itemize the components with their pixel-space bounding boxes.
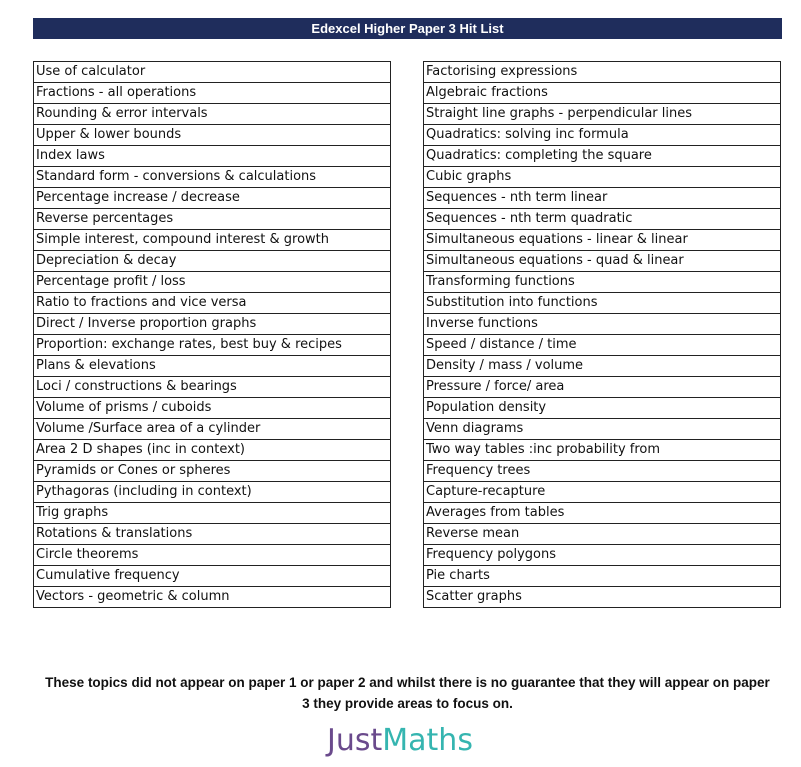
table-row bbox=[34, 503, 391, 524]
table-row bbox=[34, 356, 391, 377]
table-row bbox=[424, 293, 781, 314]
topic-cell: Factorising expressions bbox=[424, 62, 781, 83]
table-row bbox=[34, 146, 391, 167]
topic-cell: Volume of prisms / cuboids bbox=[34, 398, 391, 419]
footer-note-line-1: These topics did not appear on paper 1 or paper 2 and whilst there is no guarantee that they will appear on paper bbox=[45, 675, 770, 690]
table-row bbox=[34, 566, 391, 587]
topic-cell: Percentage increase / decrease bbox=[34, 188, 391, 209]
table-row bbox=[424, 587, 781, 608]
topic-cell: Depreciation & decay bbox=[34, 251, 391, 272]
table-row bbox=[34, 335, 391, 356]
table-row bbox=[424, 125, 781, 146]
topic-cell: Quadratics: solving inc formula bbox=[424, 125, 781, 146]
topic-cell: Circle theorems bbox=[34, 545, 391, 566]
table-row bbox=[34, 440, 391, 461]
topic-cell: Capture-recapture bbox=[424, 482, 781, 503]
table-row bbox=[424, 104, 781, 125]
table-row bbox=[34, 545, 391, 566]
table-row bbox=[424, 440, 781, 461]
topic-cell: Simultaneous equations - linear & linear bbox=[424, 230, 781, 251]
topic-cell: Scatter graphs bbox=[424, 587, 781, 608]
table-row bbox=[424, 566, 781, 587]
topic-cell: Cumulative frequency bbox=[34, 566, 391, 587]
table-row bbox=[424, 377, 781, 398]
topic-cell: Standard form - conversions & calculations bbox=[34, 167, 391, 188]
topic-cell: Algebraic fractions bbox=[424, 83, 781, 104]
topic-cell: Proportion: exchange rates, best buy & recipes bbox=[34, 335, 391, 356]
topic-cell: Area 2 D shapes (inc in context) bbox=[34, 440, 391, 461]
table-row bbox=[34, 314, 391, 335]
table-row bbox=[34, 419, 391, 440]
topic-cell: Population density bbox=[424, 398, 781, 419]
table-row bbox=[424, 356, 781, 377]
topic-cell: Direct / Inverse proportion graphs bbox=[34, 314, 391, 335]
table-row bbox=[424, 146, 781, 167]
topic-cell: Averages from tables bbox=[424, 503, 781, 524]
topic-cell: Inverse functions bbox=[424, 314, 781, 335]
topic-cell: Pythagoras (including in context) bbox=[34, 482, 391, 503]
topic-cell: Frequency polygons bbox=[424, 545, 781, 566]
topic-cell: Reverse percentages bbox=[34, 209, 391, 230]
title-text: Edexcel Higher Paper 3 Hit List bbox=[311, 21, 504, 36]
table-row bbox=[34, 272, 391, 293]
table-row bbox=[424, 314, 781, 335]
topic-cell: Simultaneous equations - quad & linear bbox=[424, 251, 781, 272]
topic-cell: Substitution into functions bbox=[424, 293, 781, 314]
table-row bbox=[34, 62, 391, 83]
table-row bbox=[424, 335, 781, 356]
table-row bbox=[424, 398, 781, 419]
topic-cell: Sequences - nth term quadratic bbox=[424, 209, 781, 230]
topic-cell: Cubic graphs bbox=[424, 167, 781, 188]
topic-cell: Frequency trees bbox=[424, 461, 781, 482]
table-row bbox=[424, 251, 781, 272]
table-row bbox=[34, 251, 391, 272]
footer-note-line-2: 3 they provide areas to focus on. bbox=[302, 696, 513, 711]
table-row bbox=[424, 230, 781, 251]
topic-cell: Density / mass / volume bbox=[424, 356, 781, 377]
topic-cell: Trig graphs bbox=[34, 503, 391, 524]
topic-cell: Fractions - all operations bbox=[34, 83, 391, 104]
table-row bbox=[34, 230, 391, 251]
page-title bbox=[33, 18, 782, 39]
table-row bbox=[34, 377, 391, 398]
topic-cell: Quadratics: completing the square bbox=[424, 146, 781, 167]
table-row bbox=[34, 524, 391, 545]
topic-list-right bbox=[423, 61, 781, 608]
topic-cell: Sequences - nth term linear bbox=[424, 188, 781, 209]
topic-cell: Simple interest, compound interest & growth bbox=[34, 230, 391, 251]
topic-cell: Rounding & error intervals bbox=[34, 104, 391, 125]
topic-cell: Vectors - geometric & column bbox=[34, 587, 391, 608]
topic-cell: Plans & elevations bbox=[34, 356, 391, 377]
table-row bbox=[424, 62, 781, 83]
table-row bbox=[34, 167, 391, 188]
table-row bbox=[424, 545, 781, 566]
table-row bbox=[34, 209, 391, 230]
topic-cell: Speed / distance / time bbox=[424, 335, 781, 356]
table-row bbox=[424, 419, 781, 440]
topic-cell: Pie charts bbox=[424, 566, 781, 587]
table-row bbox=[424, 167, 781, 188]
table-row bbox=[424, 272, 781, 293]
topic-cell: Rotations & translations bbox=[34, 524, 391, 545]
topic-cell: Volume /Surface area of a cylinder bbox=[34, 419, 391, 440]
topic-cell: Ratio to fractions and vice versa bbox=[34, 293, 391, 314]
table-row bbox=[34, 293, 391, 314]
topic-cell: Venn diagrams bbox=[424, 419, 781, 440]
logo-maths: Maths bbox=[382, 723, 473, 758]
topic-cell: Straight line graphs - perpendicular lines bbox=[424, 104, 781, 125]
topic-cell: Reverse mean bbox=[424, 524, 781, 545]
topic-cell: Two way tables :inc probability from bbox=[424, 440, 781, 461]
table-row bbox=[424, 461, 781, 482]
justmaths-logo bbox=[300, 716, 500, 762]
topic-cell: Percentage profit / loss bbox=[34, 272, 391, 293]
table-row bbox=[424, 524, 781, 545]
topic-cell: Index laws bbox=[34, 146, 391, 167]
table-row bbox=[34, 461, 391, 482]
topic-cell: Loci / constructions & bearings bbox=[34, 377, 391, 398]
topic-list-left bbox=[33, 61, 391, 608]
table-row bbox=[34, 398, 391, 419]
topic-cell: Use of calculator bbox=[34, 62, 391, 83]
footer-note bbox=[20, 672, 795, 714]
table-row bbox=[34, 587, 391, 608]
table-row bbox=[34, 188, 391, 209]
table-row bbox=[424, 209, 781, 230]
table-row bbox=[34, 83, 391, 104]
table-row bbox=[34, 104, 391, 125]
topic-cell: Pressure / force/ area bbox=[424, 377, 781, 398]
logo-text bbox=[325, 723, 473, 758]
table-row bbox=[34, 482, 391, 503]
table-row bbox=[424, 188, 781, 209]
table-row bbox=[424, 503, 781, 524]
topic-cell: Pyramids or Cones or spheres bbox=[34, 461, 391, 482]
logo-just: Just bbox=[327, 723, 383, 758]
topic-cell: Upper & lower bounds bbox=[34, 125, 391, 146]
table-row bbox=[424, 482, 781, 503]
topic-cell: Transforming functions bbox=[424, 272, 781, 293]
table-row bbox=[34, 125, 391, 146]
table-row bbox=[424, 83, 781, 104]
